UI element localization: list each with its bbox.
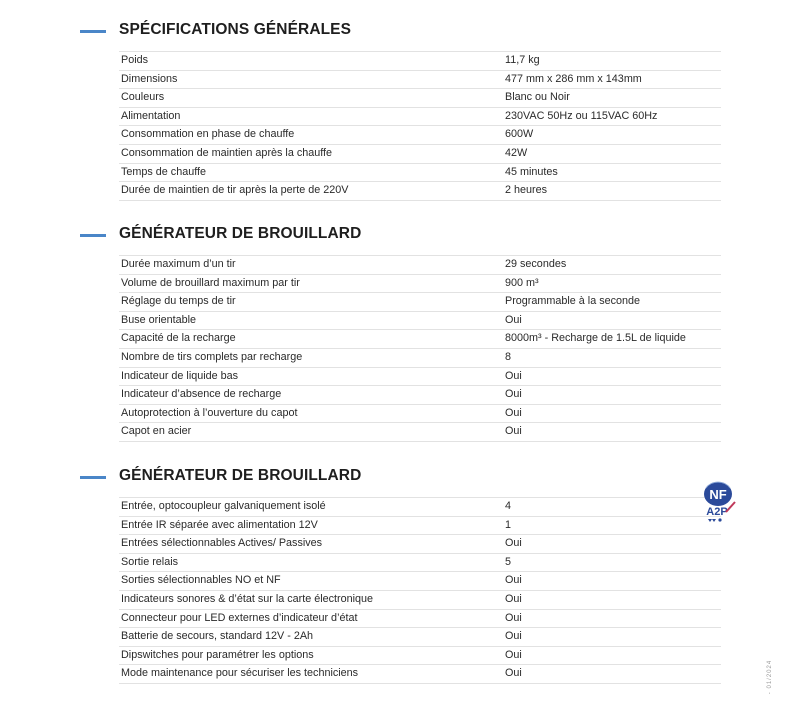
spec-label: Entrée, optocoupleur galvaniquement isolé: [121, 500, 326, 512]
spec-label: Autoprotection à l’ouverture du capot: [121, 406, 298, 419]
table-row: [119, 386, 721, 405]
spec-label: Temps de chauffe: [121, 165, 207, 178]
spec-value: 11,7 kg: [505, 54, 540, 66]
spec-value: Oui: [505, 592, 522, 605]
accent-dash: [80, 30, 106, 33]
footer-date: [760, 660, 780, 700]
table-row: [119, 535, 721, 554]
spec-value: Oui: [505, 611, 522, 624]
spec-value: 477 mm x 286 mm x 143mm: [505, 72, 642, 85]
spec-value: 4: [505, 500, 512, 512]
table-row: [119, 330, 721, 349]
spec-value: 230VAC 50Hz ou 115VAC 60Hz: [505, 109, 658, 122]
spec-label: Nombre de tirs complets par recharge: [121, 350, 303, 363]
spec-value: Oui: [505, 648, 522, 661]
table-row: [119, 647, 721, 666]
a2p-logo-text: A2P: [706, 506, 728, 518]
spec-table: [119, 51, 721, 201]
spec-label: Entrées sélectionnables Actives/ Passives: [121, 537, 323, 550]
table-row: [119, 665, 721, 684]
section-header: [0, 221, 790, 249]
spec-value: 2 heures: [505, 184, 548, 197]
nf-a2p-certification-icon: [700, 478, 740, 524]
table-row: [119, 628, 721, 647]
table-row: [119, 349, 721, 368]
spec-value: Oui: [505, 537, 522, 550]
spec-value: 45 minutes: [505, 165, 558, 178]
spec-value: Oui: [505, 630, 522, 643]
spec-label: Entrée IR séparée avec alimentation 12V: [121, 518, 318, 531]
spec-value: 42W: [505, 146, 528, 159]
spec-value: 29 secondes: [505, 258, 567, 270]
spec-value: 8: [505, 350, 512, 363]
spec-label: Durée maximum d’un tir: [121, 258, 236, 270]
spec-table: [119, 497, 721, 684]
spec-label: Capot en acier: [121, 425, 192, 438]
spec-label: Consommation en phase de chauffe: [121, 128, 295, 141]
spec-value: Oui: [505, 425, 522, 438]
section-header: [0, 463, 790, 491]
spec-value: 5: [505, 555, 512, 568]
table-row: [119, 145, 721, 164]
spec-value: 900 m³: [505, 276, 539, 289]
spec-value: Oui: [505, 574, 522, 587]
spec-label: Connecteur pour LED externes d’indicateur d’état: [121, 611, 358, 624]
accent-dash: [80, 234, 106, 237]
spec-label: Alimentation: [121, 109, 181, 122]
spec-label: Indicateurs sonores & d’état sur la carte électronique: [121, 592, 374, 605]
table-row: [119, 275, 721, 294]
table-row: [119, 572, 721, 591]
table-row: [119, 517, 721, 536]
table-row: [119, 164, 721, 183]
table-row: [119, 126, 721, 145]
spec-label: Dimensions: [121, 72, 178, 85]
table-row: [119, 108, 721, 127]
spec-value: Oui: [505, 313, 522, 326]
spec-value: 1: [505, 518, 512, 531]
spec-label: Couleurs: [121, 91, 165, 104]
spec-label: Sorties sélectionnables NO et NF: [121, 574, 281, 587]
section-title: SPÉCIFICATIONS GÉNÉRALES: [119, 21, 352, 38]
table-row: [119, 368, 721, 387]
spec-label: Volume de brouillard maximum par tir: [121, 276, 300, 289]
spec-value: Oui: [505, 667, 522, 680]
section-header: [0, 17, 790, 45]
section-title: GÉNÉRATEUR DE BROUILLARD: [119, 225, 362, 242]
table-row: [119, 52, 721, 71]
table-row: [119, 293, 721, 312]
table-row: [119, 610, 721, 629]
accent-dash: [80, 476, 106, 479]
spec-label: Indicateur de liquide bas: [121, 369, 239, 382]
spec-table: [119, 255, 721, 442]
spec-value: Oui: [505, 369, 522, 382]
spec-label: Indicateur d’absence de recharge: [121, 388, 282, 401]
spec-label: Batterie de secours, standard 12V - 2Ah: [121, 630, 314, 643]
spec-label: Mode maintenance pour sécuriser les techniciens: [121, 667, 359, 680]
nf-logo-text: NF: [709, 487, 727, 502]
spec-label: Réglage du temps de tir: [121, 295, 236, 308]
section-title: GÉNÉRATEUR DE BROUILLARD: [119, 467, 362, 484]
table-row: [119, 89, 721, 108]
spec-label: Durée de maintien de tir après la perte de 220V: [121, 184, 349, 197]
table-row: [119, 405, 721, 424]
spec-label: Consommation de maintien après la chauffe: [121, 146, 333, 159]
spec-value: Programmable à la seconde: [505, 295, 641, 308]
table-row: [119, 312, 721, 331]
table-row: [119, 498, 721, 517]
spec-label: Poids: [121, 54, 149, 66]
spec-value: 8000m³ - Recharge de 1.5L de liquide: [505, 332, 686, 345]
spec-label: Sortie relais: [121, 555, 179, 568]
table-row: [119, 591, 721, 610]
spec-label: Dipswitches pour paramétrer les options: [121, 648, 314, 661]
table-row: [119, 182, 721, 201]
spec-value: Oui: [505, 406, 522, 419]
table-row: [119, 71, 721, 90]
spec-value: Blanc ou Noir: [505, 91, 570, 104]
table-row: [119, 423, 721, 442]
table-row: [119, 256, 721, 275]
spec-label: Buse orientable: [121, 313, 197, 326]
spec-label: Capacité de la recharge: [121, 332, 236, 345]
footer-date-text: - 01/2024: [767, 659, 773, 695]
table-row: [119, 554, 721, 573]
spec-value: Oui: [505, 388, 522, 401]
spec-value: 600W: [505, 128, 534, 141]
